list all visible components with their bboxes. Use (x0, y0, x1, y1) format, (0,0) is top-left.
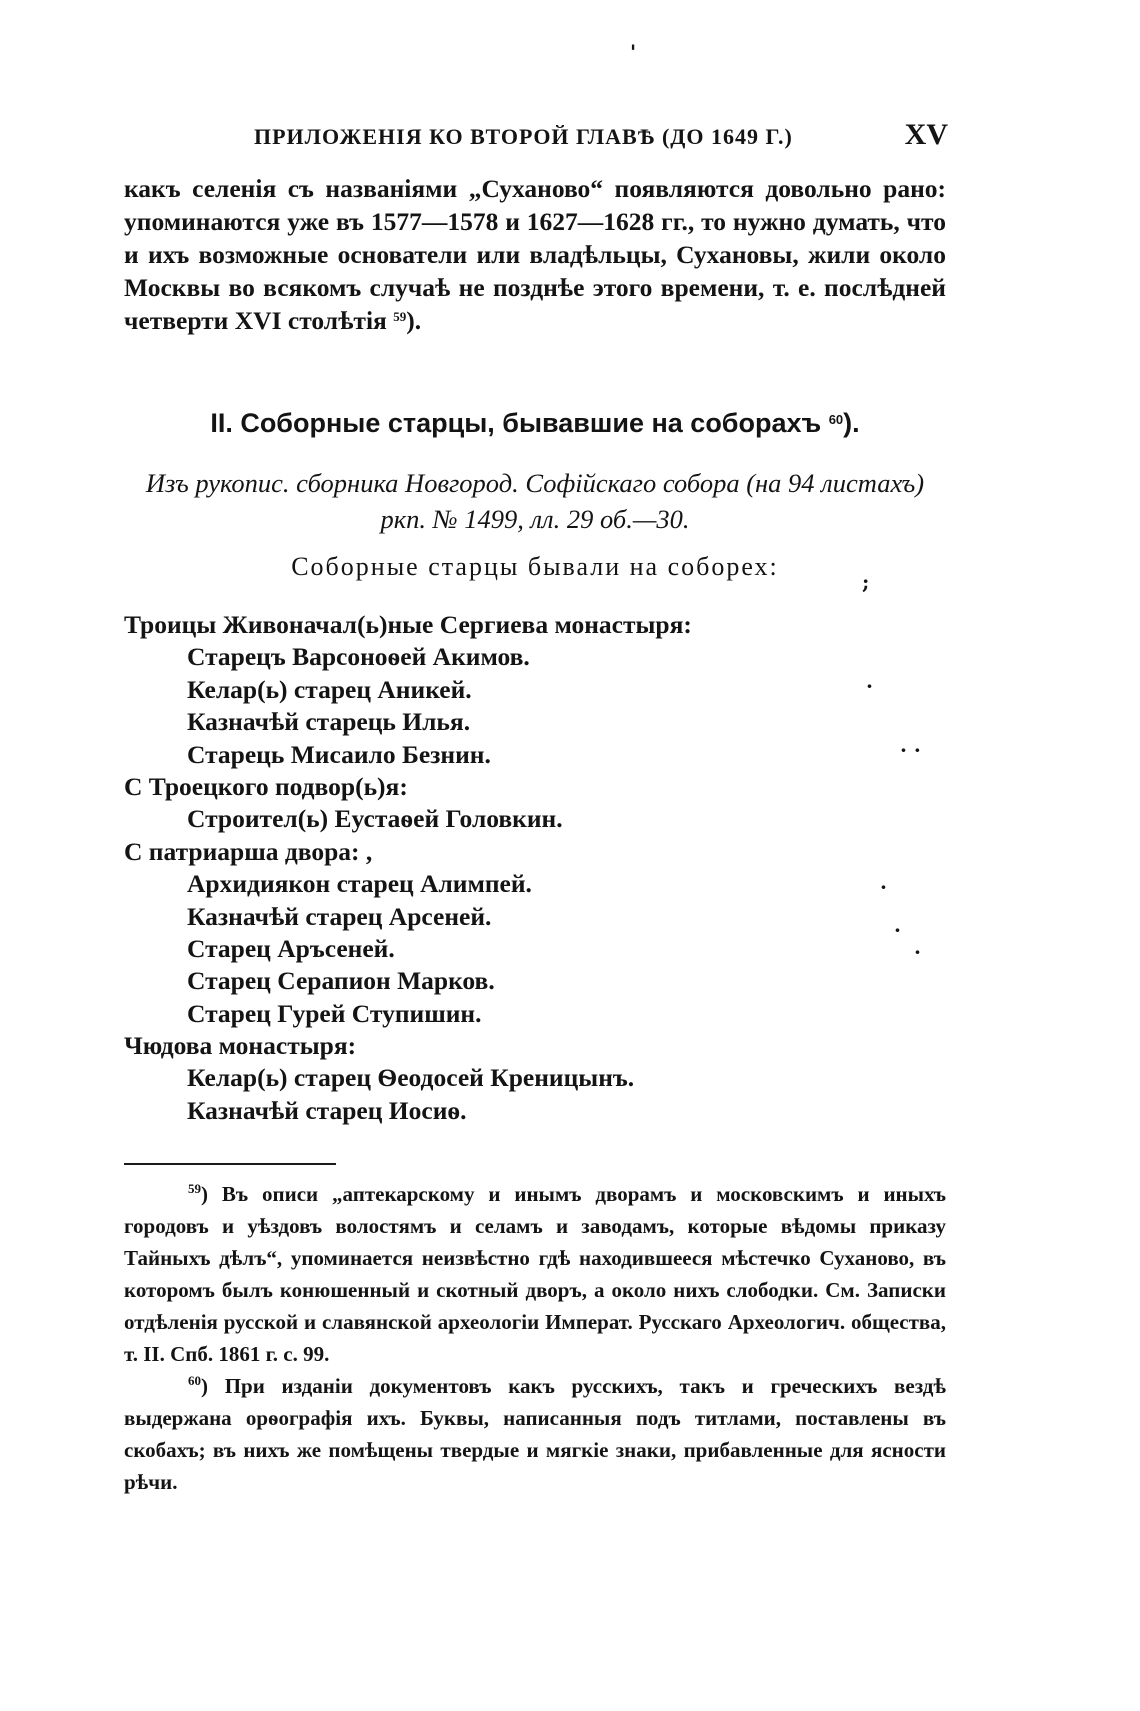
margin-mark-5: · (894, 918, 901, 942)
margin-mark-1: ; (862, 570, 870, 594)
roster-group-heading: Троицы Живоначал(ь)ные Сергиева монастыря: (124, 610, 692, 639)
roster-entry: Старец Серапион Марков. (187, 966, 495, 996)
footnote-60 (124, 1370, 946, 1498)
footnote-ref-59: 59 (393, 309, 407, 324)
source-line-1: Изъ рукопис. сборника Новгород. Софійскаго собора (на 94 листахъ) (145, 468, 925, 498)
section-heading-tail: ). (843, 408, 860, 438)
roster-entry: Старец Аръсеней. (187, 933, 395, 963)
roster-entry: Келар(ь) старец Ѳеодосей Креницынъ. (187, 1063, 635, 1093)
page-number: XV (904, 118, 948, 151)
footnote-ref-60: 60 (828, 412, 844, 427)
margin-mark-6: · (914, 940, 921, 964)
roster-entry: Старец Гурей Ступишин. (187, 998, 482, 1028)
top-ink-mark: ' (630, 40, 637, 64)
margin-mark-4: · (880, 875, 887, 899)
roster-entry: Казначѣй старець Илья. (187, 707, 471, 737)
footnotes (124, 1178, 946, 1498)
footnote-59 (124, 1178, 946, 1370)
section-heading-text: II. Соборные старцы, бывавшие на соборахъ (210, 408, 822, 438)
intro-tail: ). (406, 306, 422, 335)
roster-entry: Казначѣй старец Арсеней. (187, 901, 492, 931)
roster-heading: Соборные старцы бывали на соборех: (291, 552, 779, 581)
roster-group-heading: С патриарша двора: , (124, 836, 373, 866)
roster-entry: Келар(ь) старец Аникей. (187, 674, 472, 704)
roster-entry: Строител(ь) Еустаѳей Головкин. (187, 804, 563, 834)
section-heading (124, 405, 946, 441)
footnote-59-number: 59 (188, 1181, 201, 1196)
source-line-2: ркп. № 1499, лл. 29 об.—30. (380, 504, 690, 534)
footnote-60-number: 60 (188, 1373, 201, 1388)
running-head (124, 118, 948, 158)
intro-text: какъ селенія съ названіями „Суханово“ появляются довольно рано: упоминаются уже въ 1577—1578 и 1627—1628 гг., то нужно думать, что и ихъ возможные основатели или владѣльцы, Сухановы, жили около Москвы во всякомъ случаѣ не позднѣе этого времени, т. е. послѣдней четверти XVI столѣтія (124, 174, 946, 335)
footnote-59-text: ) Въ описи „аптекарскому и инымъ дворамъ и московскимъ и иныхъ городовъ и уѣздовъ волостямъ и селамъ и заводамъ, которые вѣдомы приказу Тайныхъ дѣлъ“, упоминается неизвѣстно гдѣ находившееся мѣстечко Суханово, въ которомъ былъ конюшенный и скотный дворъ, а около нихъ слободки. См. Записки отдѣленія русской и славянской археологіи Императ. Русскаго Археологич. общества, т. II. Спб. 1861 г. с. 99. (124, 1182, 946, 1366)
roster-entry: Архидиякон старец Алимпей. (187, 869, 532, 899)
elders-roster (124, 609, 946, 1127)
roster-group-heading: С Троецкого подвор(ь)я: (124, 771, 408, 801)
margin-mark-2: · (866, 674, 873, 698)
margin-mark-3: · · (900, 738, 921, 762)
roster-entry: Старець Мисаило Безнин. (187, 739, 491, 769)
running-title: ПРИЛОЖЕНІЯ КО ВТОРОЙ ГЛАВѢ (ДО 1649 Г.) (254, 124, 793, 149)
roster-entry: Старецъ Варсоноѳей Акимов. (187, 642, 530, 672)
footnote-60-text: ) При изданіи документовъ какъ русскихъ, такъ и греческихъ вездѣ выдержана орѳографія ихъ. Буквы, написанныя подъ титлами, поставлены въ скобахъ; въ нихъ же помѣщены твердые и мягкіе знаки, прибавленные для ясности рѣчи. (124, 1374, 946, 1494)
intro-paragraph (124, 172, 946, 337)
roster-group-heading: Чюдова монастыря: (124, 1031, 357, 1061)
manuscript-source (124, 465, 946, 537)
roster-entry: Казначѣй старец Иосиѳ. (187, 1095, 467, 1125)
footnote-rule (124, 1163, 336, 1165)
